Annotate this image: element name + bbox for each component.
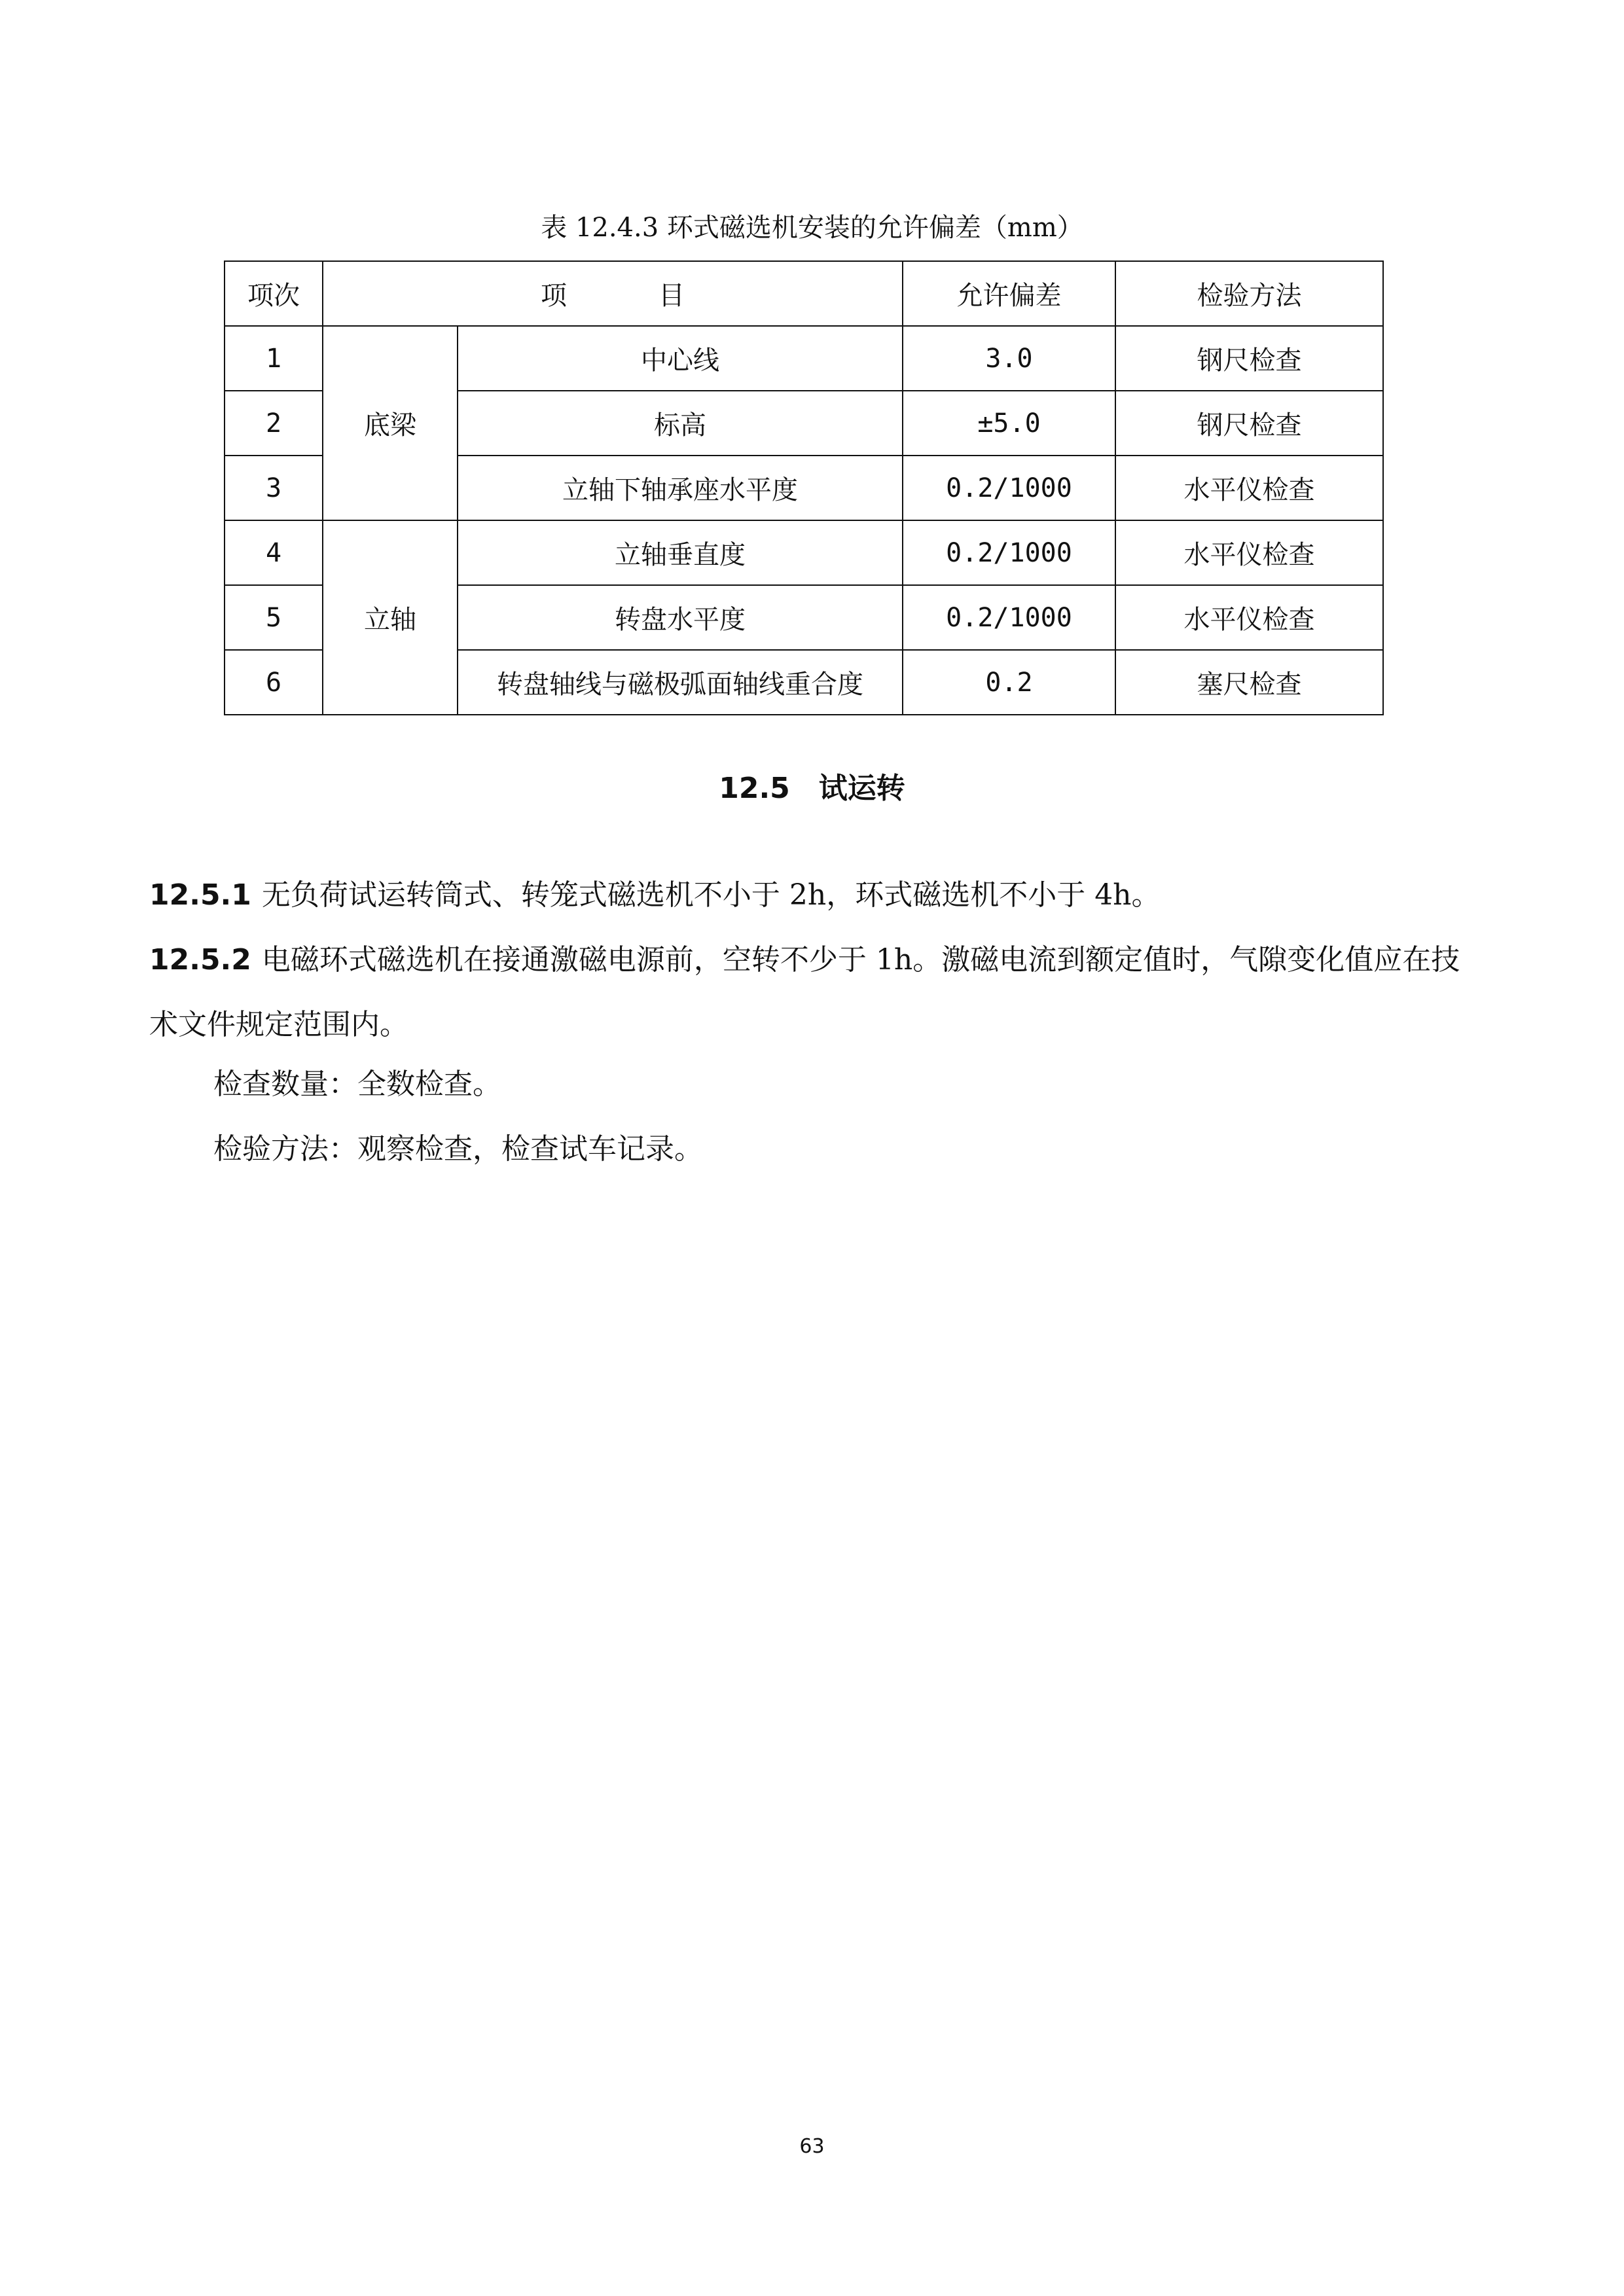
group-cell: 立轴 [323, 520, 458, 715]
cell-method: 塞尺检查 [1115, 650, 1383, 715]
cell-item: 中心线 [458, 326, 903, 391]
table-header-row [225, 261, 1383, 326]
header-seq: 项次 [225, 261, 323, 326]
cell-method: 水平仪检查 [1115, 456, 1383, 520]
header-item: 项 目 [323, 261, 903, 326]
cell-seq: 3 [225, 456, 323, 520]
inspection-method: 检验方法：观察检查，检查试车记录。 [213, 1132, 703, 1166]
table-caption: 表 12.4.3 环式磁选机安装的允许偏差（mm） [541, 213, 1083, 243]
cell-item: 立轴垂直度 [458, 520, 903, 585]
section-title: 试运转 [818, 772, 905, 805]
header-method: 检验方法 [1115, 261, 1383, 326]
header-tolerance: 允许偏差 [903, 261, 1115, 326]
table-row [225, 520, 1383, 585]
clause-number: 12.5.2 [149, 943, 251, 977]
section-heading [0, 769, 1624, 808]
clause-12-5-2 [149, 927, 1478, 1057]
page-number: 63 [799, 2135, 825, 2158]
clause-number: 12.5.1 [149, 878, 251, 912]
cell-item: 转盘轴线与磁极弧面轴线重合度 [458, 650, 903, 715]
cell-seq: 6 [225, 650, 323, 715]
group-cell: 底梁 [323, 326, 458, 520]
cell-tolerance: 0.2/1000 [903, 520, 1115, 585]
cell-seq: 4 [225, 520, 323, 585]
clause-12-5-1 [149, 863, 1478, 927]
cell-method: 钢尺检查 [1115, 391, 1383, 456]
clause-text: 无负荷试运转筒式、转笼式磁选机不小于 2h，环式磁选机不小于 4h。 [261, 878, 1161, 912]
cell-method: 钢尺检查 [1115, 326, 1383, 391]
cell-tolerance: 0.2/1000 [903, 585, 1115, 650]
cell-item: 转盘水平度 [458, 585, 903, 650]
cell-tolerance: 3.0 [903, 326, 1115, 391]
cell-method: 水平仪检查 [1115, 585, 1383, 650]
cell-seq: 5 [225, 585, 323, 650]
table-row [225, 326, 1383, 391]
cell-item: 标高 [458, 391, 903, 456]
tolerance-table [224, 260, 1384, 715]
inspection-quantity: 检查数量：全数检查。 [213, 1067, 501, 1101]
clause-text: 电磁环式磁选机在接通激磁电源前，空转不少于 1h。激磁电流到额定值时，气隙变化值应在技术文件规定范围内。 [149, 943, 1460, 1041]
cell-tolerance: 0.2/1000 [903, 456, 1115, 520]
cell-item: 立轴下轴承座水平度 [458, 456, 903, 520]
cell-method: 水平仪检查 [1115, 520, 1383, 585]
cell-tolerance: 0.2 [903, 650, 1115, 715]
section-number: 12.5 [719, 772, 790, 805]
cell-seq: 2 [225, 391, 323, 456]
cell-tolerance: ±5.0 [903, 391, 1115, 456]
cell-seq: 1 [225, 326, 323, 391]
